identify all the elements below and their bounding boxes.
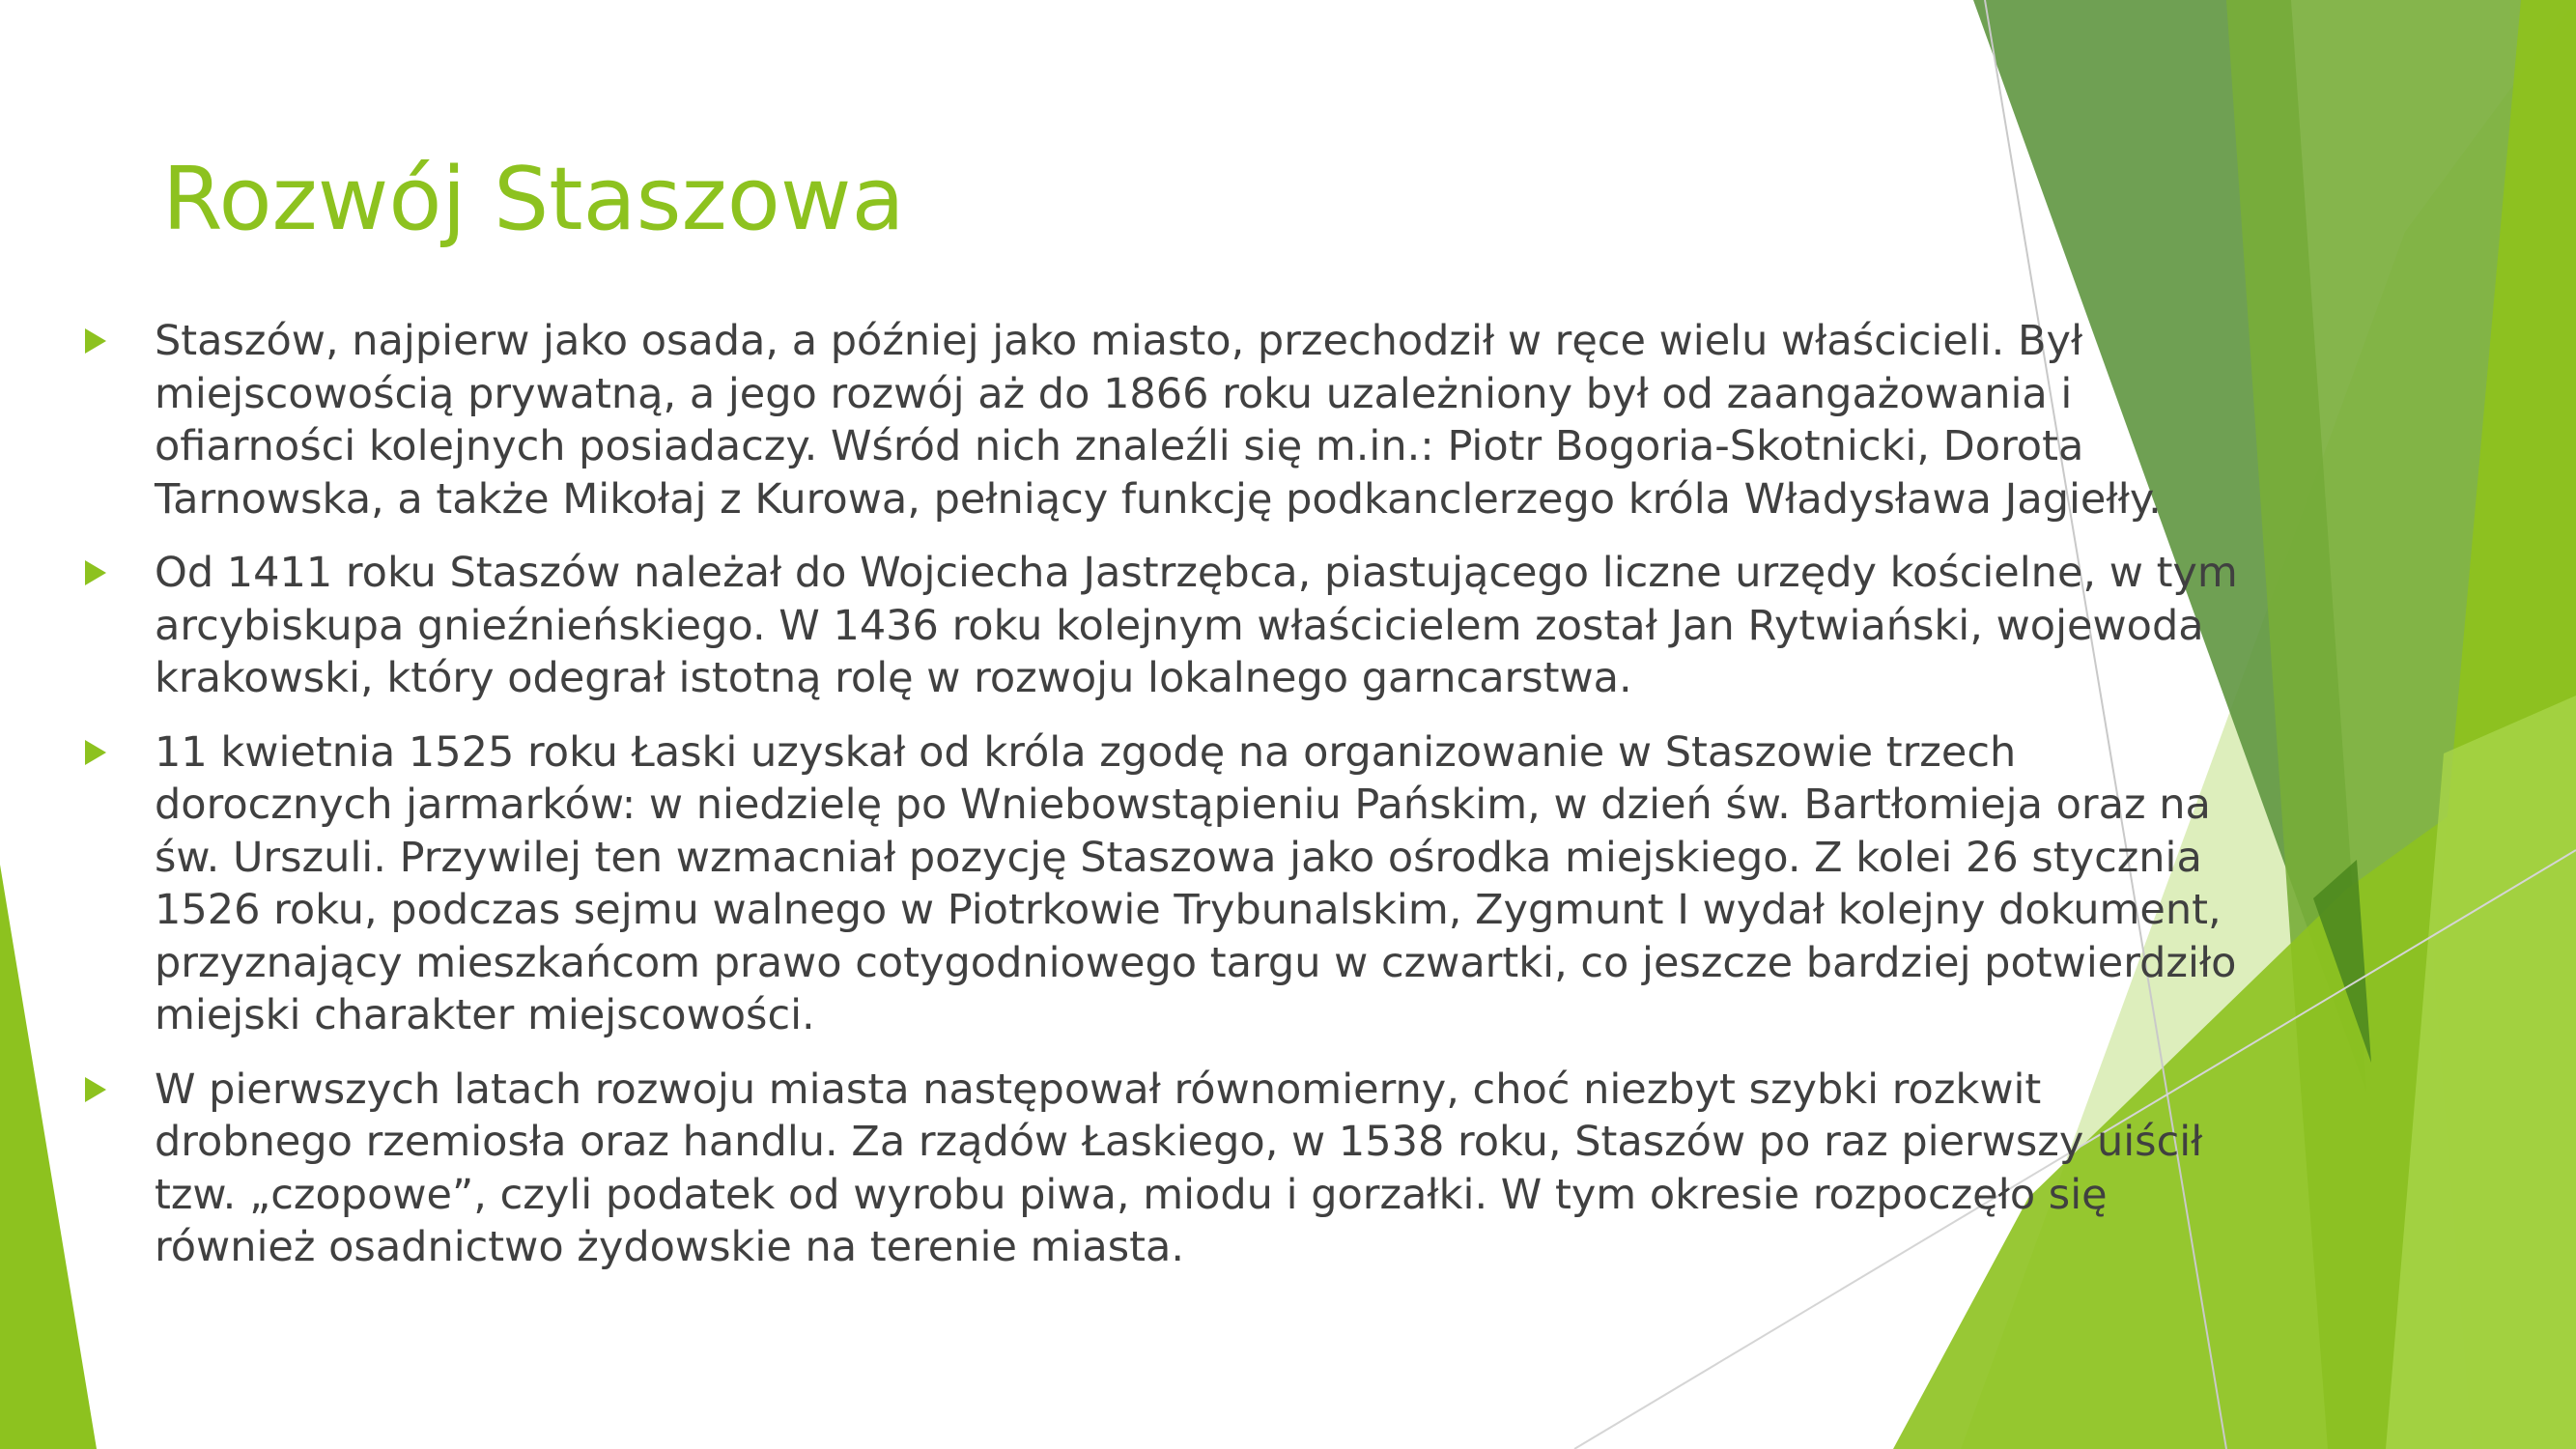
bullet-text: Staszów, najpierw jako osada, a później jako miasto, przechodził w ręce wielu właścicieli. Był miejscowością prywatną, a jego rozwój aż do 1866 roku uzależniony był od zaangażowania i ofiarności kolejnych posiadaczy. Wśród nich znaleźli się m.in.: Piotr Bogoria-Skotnicki, Dorota Tarnowska, a także Mikołaj z Kurowa, pełniący funkcję podkanclerzego króla Władysława Jagiełły.: [155, 317, 2162, 524]
triangle-bullet-icon: [85, 560, 106, 585]
triangle-bullet-icon: [85, 328, 106, 354]
bullet-text: W pierwszych latach rozwoju miasta następował równomierny, choć niezbyt szybki rozkwit drobnego rzemiosła oraz handlu. Za rządów Łaskiego, w 1538 roku, Staszów po raz pierwszy uiścił tzw. „czopowe”, czyli podatek od wyrobu piwa, miodu i gorzałki. W tym okresie rozpoczęło się również osadnictwo żydowskie na terenie miasta.: [155, 1065, 2203, 1271]
decor-left-sliver: [0, 865, 97, 1449]
bullet-text: Od 1411 roku Staszów należał do Wojciecha Jastrzębca, piastującego liczne urzędy kościelne, w tym arcybiskupa gnieźnieńskiego. W 1436 roku kolejnym właścicielem został Jan Rytwiański, wojewoda krakowski, który odegrał istotną rolę w rozwoju lokalnego garncarstwa.: [155, 549, 2238, 702]
bullet-item: [85, 315, 2249, 526]
bullet-text: 11 kwietnia 1525 roku Łaski uzyskał od króla zgodę na organizowanie w Staszowie trzech dorocznych jarmarków: w niedzielę po Wniebowstąpieniu Pańskim, w dzień św. Bartłomieja oraz na św. Urszuli. Przywilej ten wzmacniał pozycję Staszowa jako ośrodka miejskiego. Z kolei 26 stycznia 1526 roku, podczas sejmu walnego w Piotrkowie Trybunalskim, Zygmunt I wydał kolejny dokument, przyznający mieszkańcom prawo cotygodniowego targu w czwartki, co jeszcze bardziej potwierdziło miejski charakter miejscowości.: [155, 727, 2237, 1039]
bullet-list: [85, 315, 2249, 1295]
bullet-item: [85, 726, 2249, 1042]
triangle-bullet-icon: [85, 1077, 106, 1102]
slide-title: Rozwój Staszowa: [162, 149, 905, 250]
bullet-item: [85, 547, 2249, 705]
bullet-item: [85, 1064, 2249, 1274]
triangle-bullet-icon: [85, 740, 106, 765]
